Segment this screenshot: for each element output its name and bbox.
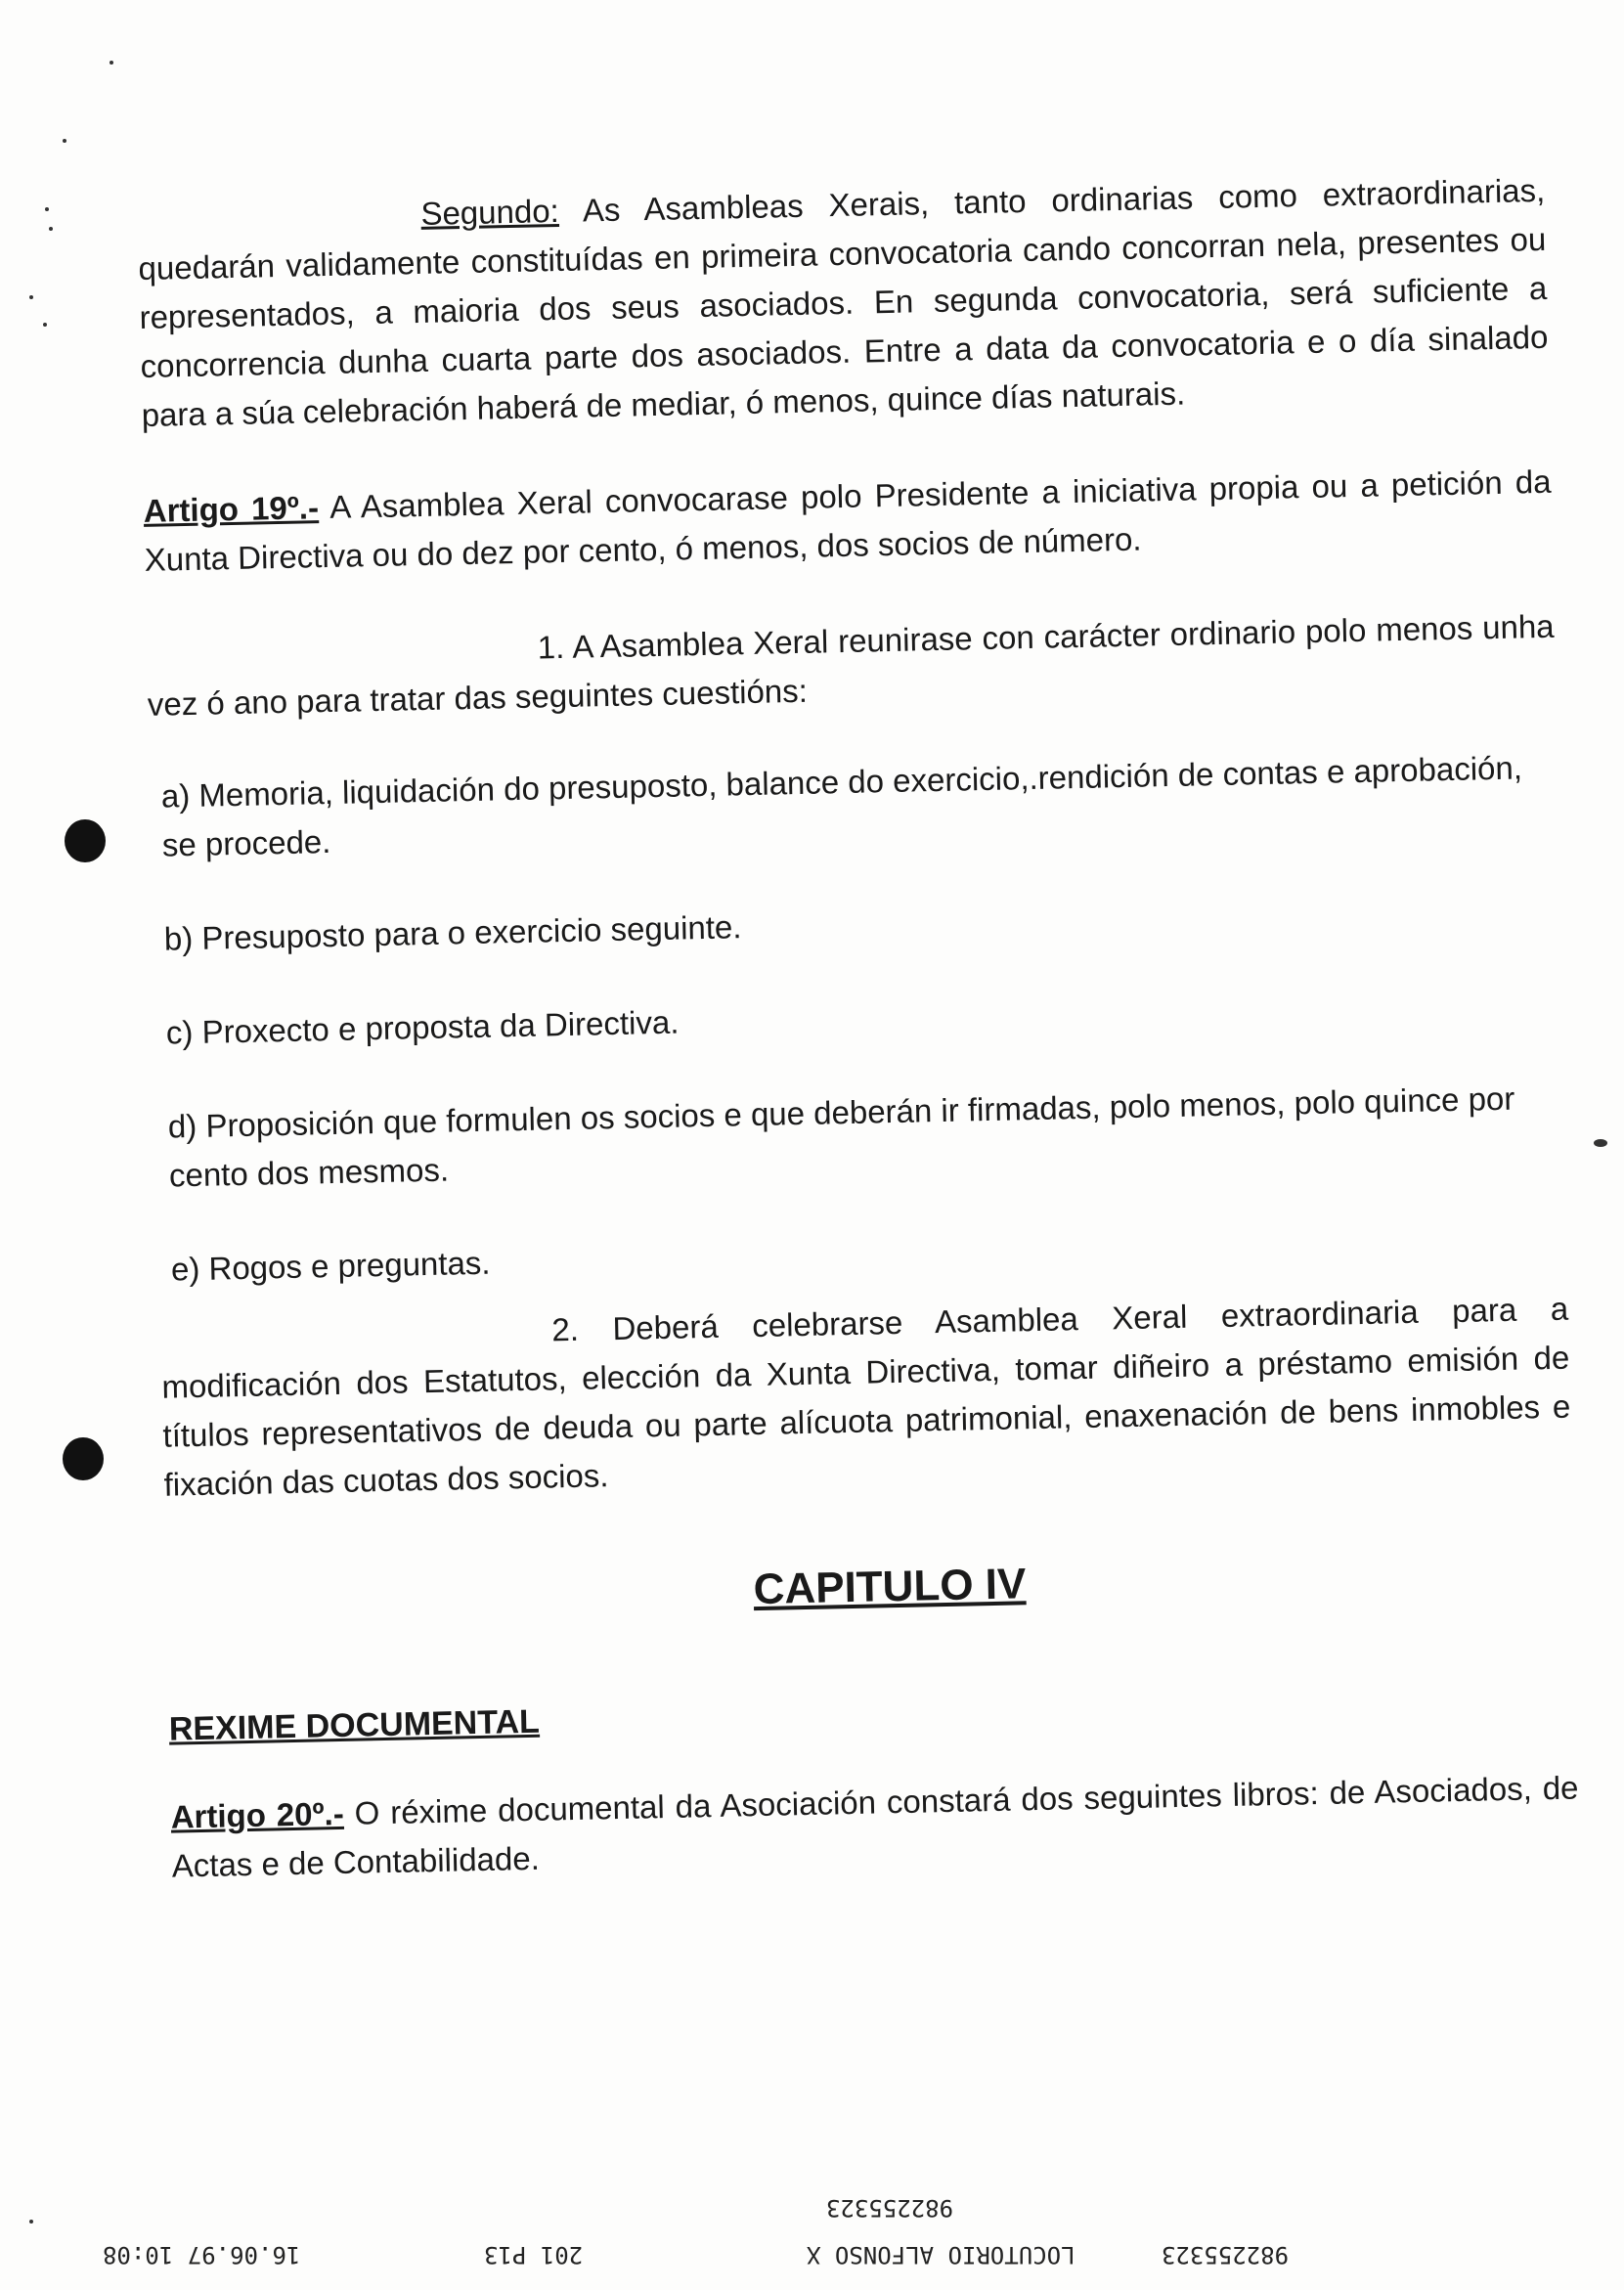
artigo-20-text: O réxime documental da Asociación constará dos seguintes libros: de Asociados, de Actas e de Contabilidade. bbox=[171, 1769, 1579, 1884]
segundo-label: Segundo: bbox=[420, 192, 560, 232]
punch-hole-bottom bbox=[63, 1437, 104, 1480]
speck bbox=[49, 227, 53, 231]
speck bbox=[63, 139, 66, 143]
artigo-19-text: A Asamblea Xeral convocarase polo Presidente a iniciativa propia ou a petición da Xunta Directiva ou do dez por cento, ó menos, dos socios de número. bbox=[144, 462, 1552, 578]
fax-header-datetime: 16.06.97 10:08 bbox=[103, 2241, 301, 2268]
list-item-b: b) Presuposto para o exercicio seguinte. bbox=[163, 908, 742, 957]
point-2-text: 2. Deberá celebrarse Asamblea Xeral extraordinaria para a modificación dos Estatutos, elección da Xunta Directiva, tomar diñeiro a préstamo emisión de títulos representativos de deuda ou parte alícuota patrimonial, enaxenación de bens inmobles e fixación das cuotas dos socios. bbox=[161, 1290, 1571, 1503]
chapter-heading: CAPITULO IV bbox=[753, 1560, 1027, 1614]
punch-hole-top bbox=[65, 819, 106, 862]
artigo-19-label: Artigo 19º.- bbox=[143, 489, 320, 529]
paragraph-artigo-19 bbox=[143, 458, 1553, 585]
paragraph-artigo-20 bbox=[170, 1763, 1580, 1890]
artigo-20-label: Artigo 20º.- bbox=[170, 1794, 345, 1835]
fax-header-page: 201 P13 bbox=[484, 2241, 584, 2268]
segundo-text: As Asambleas Xerais, tanto ordinarias como extraordinarias, quedarán validamente constituídas en primeira convocatoria cando concorran nela, presentes ou representados, a maioria dos seus asociados. En segunda convocatoria, será suficiente a concorrencia dunha cuarta parte dos asociados. Entre a data da convocatoria e o día sinalado para a súa celebración haberá de mediar, ó menos, quince días naturais. bbox=[138, 171, 1549, 433]
document-body bbox=[137, 166, 1581, 1938]
speck bbox=[45, 207, 49, 211]
fax-header-number: 982255323 bbox=[826, 2194, 954, 2222]
speck bbox=[43, 323, 47, 327]
list-item-c: c) Proxecto e proposta da Directiva. bbox=[165, 1003, 680, 1051]
list-item-e: e) Rogos e preguntas. bbox=[170, 1244, 491, 1288]
section-heading: REXIME DOCUMENTAL bbox=[168, 1702, 541, 1748]
speck bbox=[29, 295, 33, 299]
speck bbox=[29, 2220, 33, 2224]
list-item-a: a) Memoria, liquidación do presuposto, balance do exercicio,.rendición de contas e aprobación, se procede. bbox=[160, 749, 1523, 863]
paragraph-point-1 bbox=[146, 602, 1556, 729]
fax-header-phone: 982255323 bbox=[1162, 2241, 1290, 2268]
speck bbox=[1594, 1139, 1607, 1147]
speck bbox=[110, 61, 113, 65]
list-item-d: d) Proposición que formulen os socios e que deberán ir firmadas, polo menos, polo quince por cento dos mesmos. bbox=[167, 1079, 1515, 1194]
point-1-text: 1. A Asamblea Xeral reunirase con carácter ordinario polo menos unha vez ó ano para tratar das seguintes cuestións: bbox=[147, 607, 1555, 723]
fax-header-sender: LOCUTORIO ALFONSO X bbox=[807, 2241, 1075, 2268]
paragraph-point-2 bbox=[160, 1285, 1572, 1510]
paragraph-segundo bbox=[137, 166, 1550, 440]
